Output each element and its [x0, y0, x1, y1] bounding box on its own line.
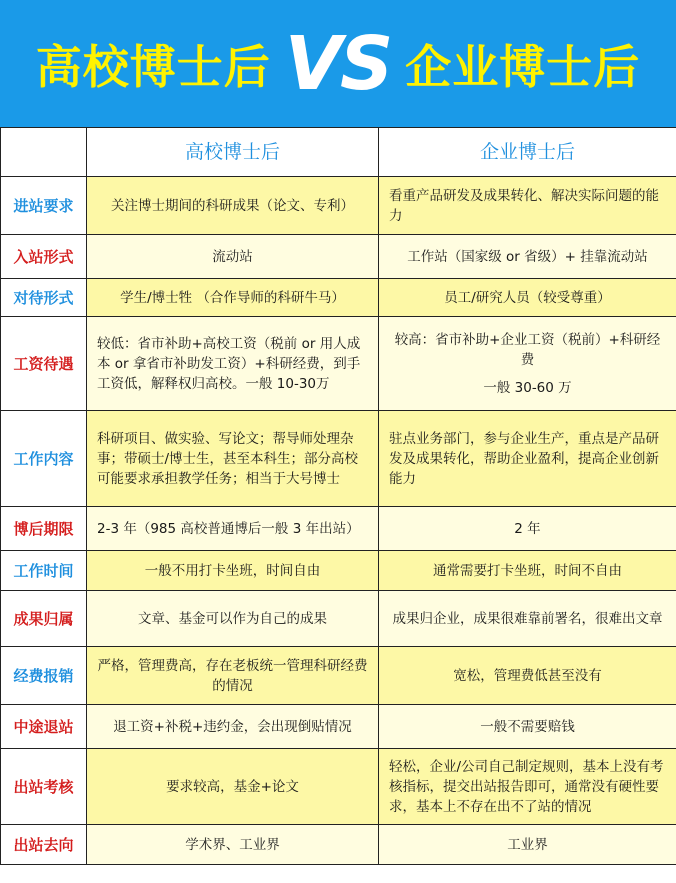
university-cell: 流动站	[87, 235, 379, 279]
table-row	[1, 591, 676, 647]
banner-left-title: 高校博士后	[35, 39, 271, 94]
header-blank	[1, 128, 87, 177]
enterprise-cell: 看重产品研发及成果转化、解决实际问题的能力	[379, 177, 676, 235]
banner-right-title: 企业博士后	[405, 39, 641, 94]
header-enterprise: 企业博士后	[379, 128, 676, 177]
enterprise-cell: 2 年	[379, 507, 676, 551]
university-cell: 关注博士期间的科研成果（论文、专利）	[87, 177, 379, 235]
row-label: 经费报销	[1, 647, 87, 705]
university-cell: 退工资+补税+违约金，会出现倒贴情况	[87, 705, 379, 749]
university-cell: 要求较高，基金+论文	[87, 749, 379, 825]
university-cell: 学生/博士牲 （合作导师的科研牛马）	[87, 279, 379, 317]
banner-vs: VS	[284, 20, 392, 107]
table-row	[1, 507, 676, 551]
table-row	[1, 177, 676, 235]
table-row	[1, 749, 676, 825]
enterprise-cell: 宽松，管理费低甚至没有	[379, 647, 676, 705]
table-row	[1, 317, 676, 411]
university-cell: 2-3 年（985 高校普通博后一般 3 年出站）	[87, 507, 379, 551]
table-row	[1, 551, 676, 591]
enterprise-cell: 员工/研究人员（较受尊重）	[379, 279, 676, 317]
row-label: 出站去向	[1, 825, 87, 865]
university-cell: 较低：省市补助+高校工资（税前 or 用人成本 or 拿省市补助发工资）+科研经费，到手工资低，解释权归高校。一般 10-30万	[87, 317, 379, 411]
row-label: 成果归属	[1, 591, 87, 647]
enterprise-cell	[379, 317, 676, 411]
university-cell: 学术界、工业界	[87, 825, 379, 865]
university-cell: 科研项目、做实验、写论文；帮导师处理杂事；带硕士/博士生，甚至本科生；部分高校可能要求承担教学任务；相当于大号博士	[87, 411, 379, 507]
enterprise-cell-text: 较高：省市补助+企业工资（税前）+科研经费	[394, 331, 661, 368]
row-label: 入站形式	[1, 235, 87, 279]
enterprise-cell-subtext: 一般 30-60 万	[483, 379, 572, 396]
enterprise-cell: 一般不需要赔钱	[379, 705, 676, 749]
table-header-row	[1, 128, 676, 177]
comparison-table	[0, 127, 676, 865]
university-cell: 文章、基金可以作为自己的成果	[87, 591, 379, 647]
table-row	[1, 825, 676, 865]
enterprise-cell: 通常需要打卡坐班，时间不自由	[379, 551, 676, 591]
table-row	[1, 279, 676, 317]
enterprise-cell: 成果归企业，成果很难靠前署名，很难出文章	[379, 591, 676, 647]
enterprise-cell: 工业界	[379, 825, 676, 865]
table-row	[1, 411, 676, 507]
row-label: 博后期限	[1, 507, 87, 551]
enterprise-cell: 轻松，企业/公司自己制定规则，基本上没有考核指标，提交出站报告即可，通常没有硬性要求，基本上不存在出不了站的情况	[379, 749, 676, 825]
row-label: 出站考核	[1, 749, 87, 825]
title-banner	[0, 0, 676, 127]
university-cell: 严格，管理费高，存在老板统一管理科研经费的情况	[87, 647, 379, 705]
table-row	[1, 235, 676, 279]
row-label: 工资待遇	[1, 317, 87, 411]
university-cell: 一般不用打卡坐班，时间自由	[87, 551, 379, 591]
row-label: 工作时间	[1, 551, 87, 591]
row-label: 进站要求	[1, 177, 87, 235]
enterprise-cell: 工作站（国家级 or 省级）+ 挂靠流动站	[379, 235, 676, 279]
row-label: 中途退站	[1, 705, 87, 749]
enterprise-cell: 驻点业务部门，参与企业生产，重点是产品研发及成果转化，帮助企业盈利，提高企业创新能力	[379, 411, 676, 507]
row-label: 对待形式	[1, 279, 87, 317]
table-row	[1, 647, 676, 705]
row-label: 工作内容	[1, 411, 87, 507]
table-row	[1, 705, 676, 749]
header-university: 高校博士后	[87, 128, 379, 177]
